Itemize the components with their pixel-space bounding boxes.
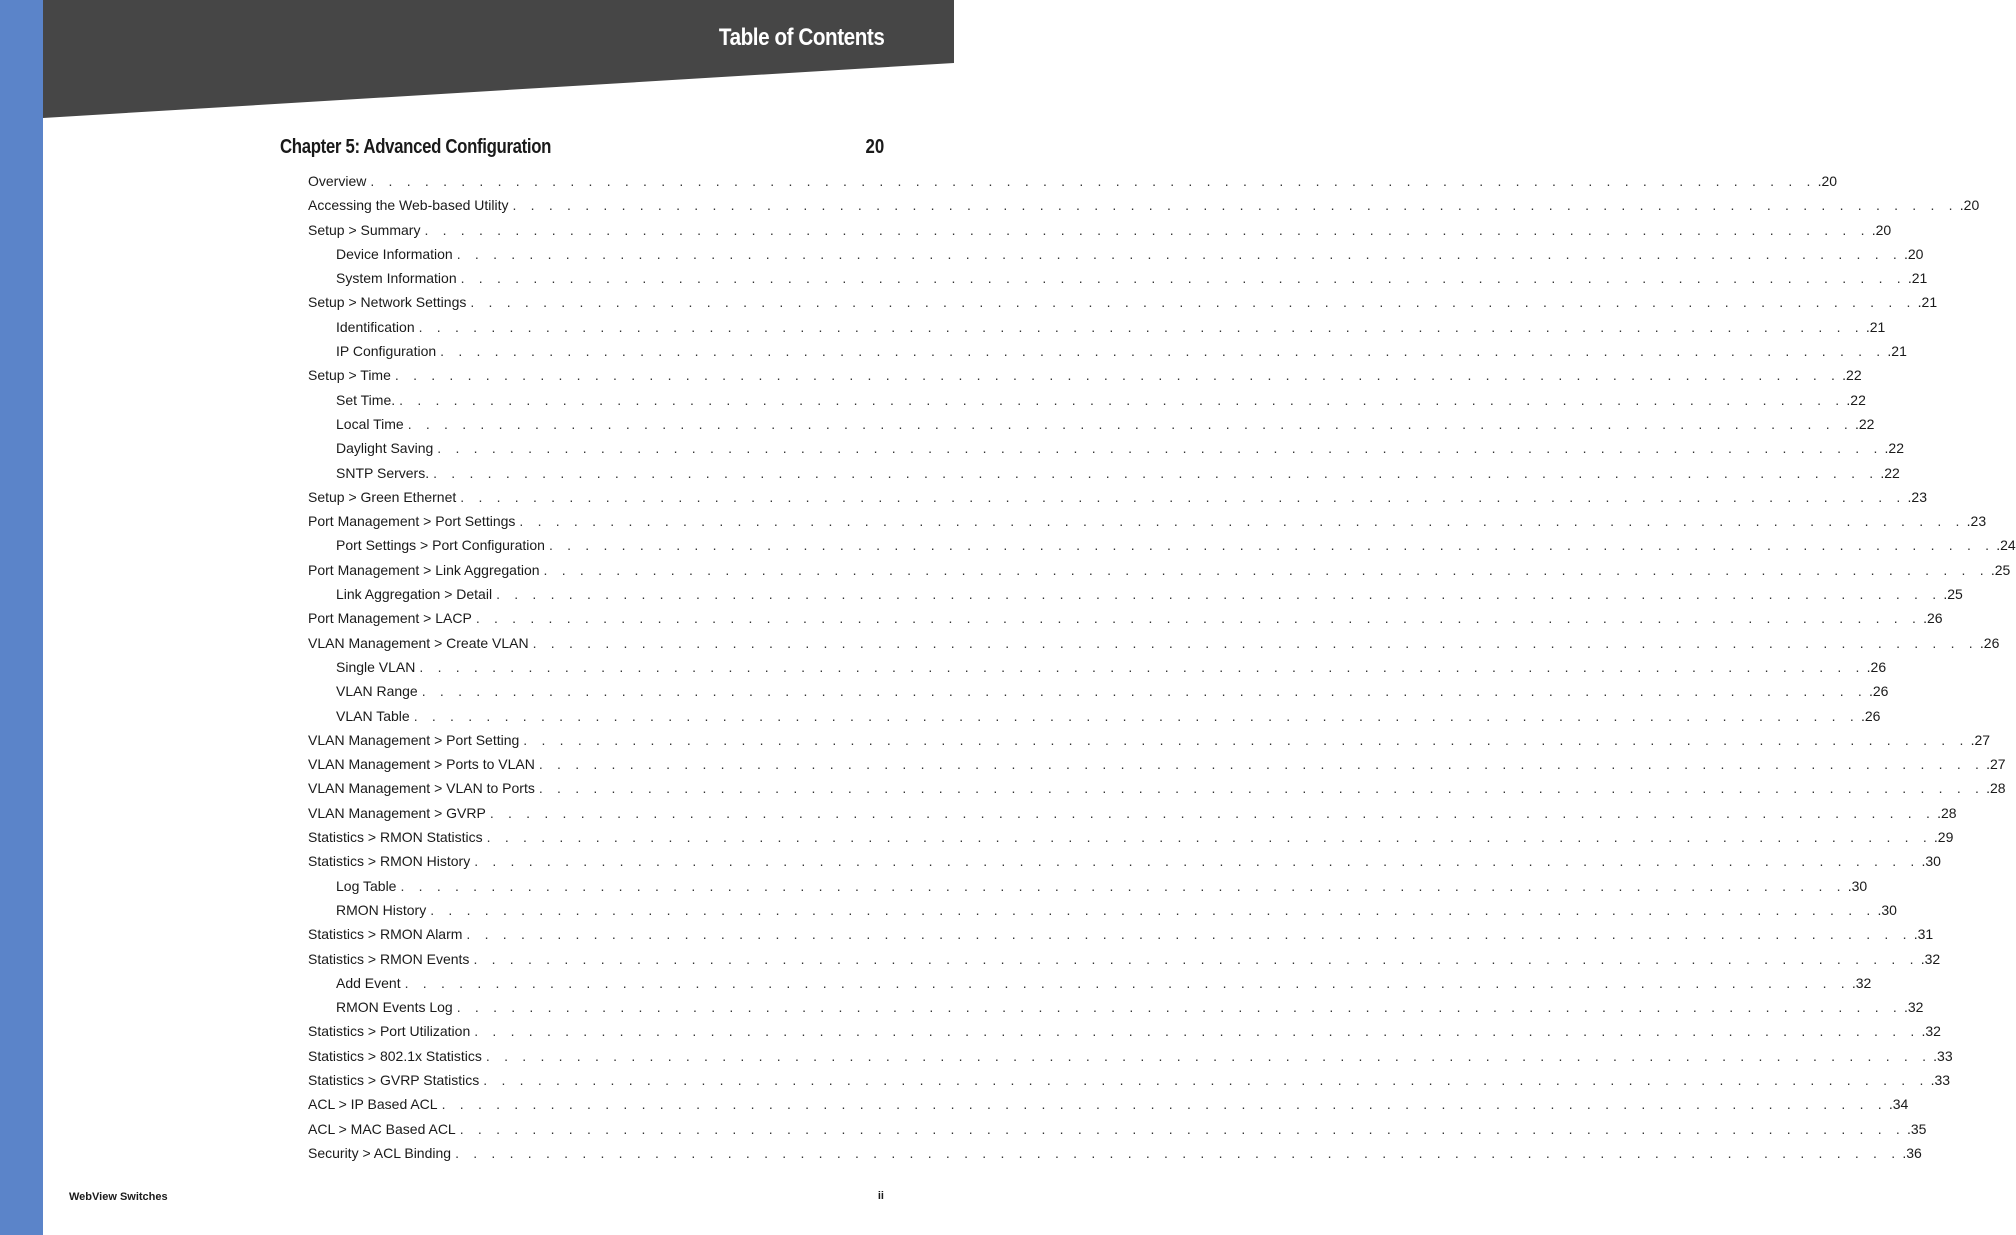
dot-leader: . . . . . . . . . . . . . . . . . . . . . . . . . . . . . . . . . . . . . . . . . . . . . . . . . . . . . . . . . . . . . . . . . . . . . . . . . . . . . . . . [430,901,1876,918]
toc-entry-page: .34 [1888,1096,1909,1113]
dot-leader: . . . . . . . . . . . . . . . . . . . . . . . . . . . . . . . . . . . . . . . . . . . . . . . . . . . . . . . . . . . . . . . . . . . . . . . . . . . . . . . . [456,999,1902,1016]
toc-entry[interactable] [308,1019,1941,1043]
dot-leader: . . . . . . . . . . . . . . . . . . . . . . . . . . . . . . . . . . . . . . . . . . . . . . . . . . . . . . . . . . . . . . . . . . . . . . . . . . . . . . . . [512,197,1958,214]
toc-entry-label: VLAN Management > Create VLAN [308,634,529,651]
dot-leader: . . . . . . . . . . . . . . . . . . . . . . . . . . . . . . . . . . . . . . . . . . . . . . . . . . . . . . . . . . . . . . . . . . . . . . . . . . . . . . . . [470,294,1916,311]
toc-entry-page: .26 [1860,707,1881,724]
toc-entry-page: .20 [1871,221,1892,238]
dot-leader: . . . . . . . . . . . . . . . . . . . . . . . . . . . . . . . . . . . . . . . . . . . . . . . . . . . . . . . . . . . . . . . . . . . . . . . . . . . . . . . . [399,391,1845,408]
toc-entry-label: Identification [336,318,415,335]
dot-leader: . . . . . . . . . . . . . . . . . . . . . . . . . . . . . . . . . . . . . . . . . . . . . . . . . . . . . . . . . . . . . . . . . . . . . . . . . . . . . . . . [543,561,1989,578]
toc-entry-page: .27 [1970,731,1991,748]
toc-entry-label: Port Management > Port Settings [308,513,516,530]
toc-entry[interactable] [308,995,1924,1019]
toc-entry-page: .31 [1913,926,1934,943]
toc-entry-page: .30 [1847,877,1868,894]
toc-entry-label: Statistics > GVRP Statistics [308,1071,480,1088]
toc-entry-page: .30 [1877,901,1897,918]
toc-entry[interactable] [308,242,1924,266]
toc-entry[interactable] [308,679,1889,703]
toc-entry[interactable] [308,1141,1922,1165]
toc-entry-page: .20 [1903,245,1924,262]
toc-entry[interactable] [308,169,1838,193]
dot-leader: . . . . . . . . . . . . . . . . . . . . . . . . . . . . . . . . . . . . . . . . . . . . . . . . . . . . . . . . . . . . . . . . . . . . . . . . . . . . . . . . [437,440,1883,457]
toc-entry[interactable] [308,655,1887,679]
toc-entry[interactable] [308,801,1957,825]
toc-entry-label: Set Time. [336,391,396,408]
toc-entry-page: .26 [1979,634,2000,651]
toc-entry[interactable] [308,558,2011,582]
toc-entry[interactable] [308,412,1875,436]
toc-entry-page: .24 [1996,537,2016,554]
toc-entry-page: .26 [1923,610,1943,627]
dot-leader: . . . . . . . . . . . . . . . . . . . . . . . . . . . . . . . . . . . . . . . . . . . . . . . . . . . . . . . . . . . . . . . . . . . . . . . . . . . . . . . . [460,488,1906,505]
toc-entry-label: Security > ACL Binding [308,1144,452,1161]
toc-entry[interactable] [308,606,1943,630]
toc-entry[interactable] [308,776,2006,800]
footer-product-name: WebView Switches [69,1191,168,1203]
toc-entry-page: .36 [1902,1144,1922,1161]
dot-leader: . . . . . . . . . . . . . . . . . . . . . . . . . . . . . . . . . . . . . . . . . . . . . . . . . . . . . . . . . . . . . . . . . . . . . . . . . . . . . . . . [548,537,1995,554]
dot-leader: . . . . . . . . . . . . . . . . . . . . . . . . . . . . . . . . . . . . . . . . . . . . . . . . . . . . . . . . . . . . . . . . . . . . . . . . . . . . . . . . [394,367,1841,384]
toc-entry-page: .20 [1959,197,1980,214]
toc-entry[interactable] [308,898,1897,922]
toc-entry[interactable] [308,218,1892,242]
toc-entry-label: Statistics > Port Utilization [308,1023,471,1040]
toc-entry-label: Setup > Summary [308,221,421,238]
chapter-heading[interactable] [280,136,884,162]
dot-leader: . . . . . . . . . . . . . . . . . . . . . . . . . . . . . . . . . . . . . . . . . . . . . . . . . . . . . . . . . . . . . . . . . . . . . . . . . . . . . . . . [496,586,1942,603]
dot-leader: . . . . . . . . . . . . . . . . . . . . . . . . . . . . . . . . . . . . . . . . . . . . . . . . . . . . . . . . . . . . . . . . . . . . . . . . . . . . . . . . [419,658,1865,675]
dot-leader: . . . . . . . . . . . . . . . . . . . . . . . . . . . . . . . . . . . . . . . . . . . . . . . . . . . . . . . . . . . . . . . . . . . . . . . . . . . . . . . . [456,245,1902,262]
toc-entry-label: VLAN Management > Port Setting [308,731,520,748]
toc-entry-page: .20 [1817,173,1838,189]
toc-entry[interactable] [308,825,1954,849]
dot-leader: . . . . . . . . . . . . . . . . . . . . . . . . . . . . . . . . . . . . . . . . . . . . . . . . . . . . . . . . . . . . . . . . . . . . . . . . . . . . . . . . [538,780,1985,797]
toc-entry-label: Log Table [336,877,397,894]
footer-page-number: ii [877,1190,884,1202]
toc-entry[interactable] [308,874,1868,898]
dot-leader: . . . . . . . . . . . . . . . . . . . . . . . . . . . . . . . . . . . . . . . . . . . . . . . . . . . . . . . . . . . . . . . . . . . . . . . . . . . . . . . . [473,950,1919,967]
toc-entry[interactable] [308,339,1907,363]
dot-leader: . . . . . . . . . . . . . . . . . . . . . . . . . . . . . . . . . . . . . . . . . . . . . . . . . . . . . . . . . . . . . . . . . . . . . . . . . . . . . . . . [441,1096,1887,1113]
toc-entry-label: Port Settings > Port Configuration [336,537,545,554]
toc-entry-label: ACL > IP Based ACL [308,1096,438,1113]
toc-entry-label: ACL > MAC Based ACL [308,1120,456,1137]
toc-entry-label: Statistics > RMON Events [308,950,470,967]
toc-entry-label: Setup > Network Settings [308,294,467,311]
dot-leader: . . . . . . . . . . . . . . . . . . . . . . . . . . . . . . . . . . . . . . . . . . . . . . . . . . . . . . . . . . . . . . . . . . . . . . . . . . . . . . . . [421,683,1867,700]
toc-entry-page: .33 [1930,1071,1951,1088]
toc-entry[interactable] [308,363,1862,387]
chapter-title: Chapter 5: Advanced Configuration [280,136,552,158]
toc-entry-page: .26 [1868,683,1889,700]
toc-entry-label: SNTP Servers. [336,464,430,481]
toc-entry-page: .25 [1990,561,2011,578]
toc-entry-label: Overview [308,173,367,189]
toc-entry[interactable] [308,509,1987,533]
dot-leader: . . . . . . . . . . . . . . . . . . . . . . . . . . . . . . . . . . . . . . . . . . . . . . . . . . . . . . . . . . . . . . . . . . . . . . . . . . . . . . . . [489,804,1936,821]
toc-entry[interactable] [308,193,1980,217]
toc-entry-label: Local Time [336,415,404,432]
toc-entry-label: VLAN Range [336,683,418,700]
dot-leader: . . . . . . . . . . . . . . . . . . . . . . . . . . . . . . . . . . . . . . . . . . . . . . . . . . . . . . . . . . . . . . . . . . . . . . . . . . . . . . . . [475,610,1922,627]
dot-leader: . . . . . . . . . . . . . . . . . . . . . . . . . . . . . . . . . . . . . . . . . . . . . . . . . . . . . . . . . . . . . . . . . . . . . . . . . . . . . . . . [455,1144,1901,1161]
toc-entry-label: Link Aggregation > Detail [336,586,493,603]
dot-leader: . . . . . . . . . . . . . . . . . . . . . . . . . . . . . . . . . . . . . . . . . . . . . . . . . . . . . . . . . . . . . . . . . . . . . . . . . . . . . . . . [460,270,1906,287]
toc-entry-page: .33 [1933,1047,1953,1064]
toc-entry-page: .28 [1986,780,2006,797]
dot-leader: . . . . . . . . . . . . . . . . . . . . . . . . . . . . . . . . . . . . . . . . . . . . . . . . . . . . . . . . . . . . . . . . . . . . . . . . . . . . . . . . [474,853,1920,870]
dot-leader: . . . . . . . . . . . . . . . . . . . . . . . . . . . . . . . . . . . . . . . . . . . . . . . . . . . . . . . . . . . . . . . . . . . . . . . . . . . . . . . . [440,343,1886,360]
dot-leader: . . . . . . . . . . . . . . . . . . . . . . . . . . . . . . . . . . . . . . . . . . . . . . . . . . . . . . . . . . . . . . . . . . . . . . . . . . . . . . . . [519,513,1965,530]
toc-entry-label: Statistics > RMON Alarm [308,926,463,943]
toc-entry[interactable] [308,1068,1951,1092]
toc-entry-page: .26 [1866,658,1887,675]
toc-entry[interactable] [308,922,1934,946]
toc-entry[interactable] [308,533,2016,557]
toc-entry-label: Daylight Saving [336,440,434,457]
dot-leader: . . . . . . . . . . . . . . . . . . . . . . . . . . . . . . . . . . . . . . . . . . . . . . . . . . . . . . . . . . . . . . . . . . . . . . . . . . . . . . . . [407,415,1853,432]
left-accent-bar [0,0,43,1235]
toc-entry-label: VLAN Management > VLAN to Ports [308,780,535,797]
toc-entry-page: .21 [1865,318,1886,335]
toc-entry[interactable] [308,315,1886,339]
toc-entry-label: RMON History [336,901,427,918]
toc-entry[interactable] [308,728,1991,752]
toc-entry[interactable] [308,849,1941,873]
page-title: Table of Contents [718,24,884,51]
dot-leader: . . . . . . . . . . . . . . . . . . . . . . . . . . . . . . . . . . . . . . . . . . . . . . . . . . . . . . . . . . . . . . . . . . . . . . . . . . . . . . . . [370,173,1816,189]
toc-entry[interactable] [308,485,1927,509]
toc-entry[interactable] [308,1092,1909,1116]
toc-entry-page: .25 [1943,586,1963,603]
toc-entry[interactable] [308,1117,1927,1141]
toc-entry-label: Device Information [336,245,453,262]
dot-leader: . . . . . . . . . . . . . . . . . . . . . . . . . . . . . . . . . . . . . . . . . . . . . . . . . . . . . . . . . . . . . . . . . . . . . . . . . . . . . . . . [523,731,1969,748]
toc-entry-label: Setup > Green Ethernet [308,488,457,505]
dot-leader: . . . . . . . . . . . . . . . . . . . . . . . . . . . . . . . . . . . . . . . . . . . . . . . . . . . . . . . . . . . . . . . . . . . . . . . . . . . . . . . . [459,1120,1905,1137]
toc-entry-page: .35 [1906,1120,1927,1137]
toc-entry-label: Statistics > 802.1x Statistics [308,1047,482,1064]
toc-entry-page: .32 [1903,999,1924,1016]
dot-leader: . . . . . . . . . . . . . . . . . . . . . . . . . . . . . . . . . . . . . . . . . . . . . . . . . . . . . . . . . . . . . . . . . . . . . . . . . . . . . . . . [466,926,1912,943]
toc-entry-label: Port Management > LACP [308,610,472,627]
toc-entry[interactable] [308,971,1872,995]
dot-leader: . . . . . . . . . . . . . . . . . . . . . . . . . . . . . . . . . . . . . . . . . . . . . . . . . . . . . . . . . . . . . . . . . . . . . . . . . . . . . . . . [538,756,1985,773]
toc-entry-page: .30 [1921,853,1941,870]
toc-list [308,169,2016,1165]
dot-leader: . . . . . . . . . . . . . . . . . . . . . . . . . . . . . . . . . . . . . . . . . . . . . . . . . . . . . . . . . . . . . . . . . . . . . . . . . . . . . . . . [486,829,1932,846]
toc-entry-page: .27 [1986,756,2006,773]
toc-entry-page: .32 [1920,950,1941,967]
toc-entry-page: .21 [1907,270,1928,287]
toc-entry-page: .22 [1884,440,1905,457]
toc-entry[interactable] [308,704,1881,728]
toc-entry[interactable] [308,388,1866,412]
dot-leader: . . . . . . . . . . . . . . . . . . . . . . . . . . . . . . . . . . . . . . . . . . . . . . . . . . . . . . . . . . . . . . . . . . . . . . . . . . . . . . . . [532,634,1978,651]
toc-entry[interactable] [308,461,1900,485]
chapter-page-number: 20 [865,136,884,158]
dot-leader: . . . . . . . . . . . . . . . . . . . . . . . . . . . . . . . . . . . . . . . . . . . . . . . . . . . . . . . . . . . . . . . . . . . . . . . . . . . . . . . . [483,1071,1929,1088]
toc-entry-page: .23 [1907,488,1927,505]
dot-leader: . . . . . . . . . . . . . . . . . . . . . . . . . . . . . . . . . . . . . . . . . . . . . . . . . . . . . . . . . . . . . . . . . . . . . . . . . . . . . . . . [474,1023,1920,1040]
toc-entry[interactable] [308,290,1938,314]
toc-entry-page: .22 [1842,367,1862,384]
dot-leader: . . . . . . . . . . . . . . . . . . . . . . . . . . . . . . . . . . . . . . . . . . . . . . . . . . . . . . . . . . . . . . . . . . . . . . . . . . . . . . . . [424,221,1870,238]
toc-entry-page: .32 [1851,974,1872,991]
toc-entry[interactable] [308,436,1905,460]
toc-entry-page: .22 [1846,391,1866,408]
toc-entry-page: .21 [1917,294,1938,311]
toc-entry-label: Add Event [336,974,401,991]
dot-leader: . . . . . . . . . . . . . . . . . . . . . . . . . . . . . . . . . . . . . . . . . . . . . . . . . . . . . . . . . . . . . . . . . . . . . . . . . . . . . . . . [413,707,1859,724]
toc-entry[interactable] [308,631,2000,655]
toc-entry-label: System Information [336,270,457,287]
toc-entry-page: .32 [1921,1023,1941,1040]
toc-entry-label: Statistics > RMON History [308,853,471,870]
toc-entry[interactable] [308,947,1941,971]
toc-entry[interactable] [308,266,1928,290]
toc-entry-label: Accessing the Web-based Utility [308,197,509,214]
toc-entry-label: VLAN Management > Ports to VLAN [308,756,535,773]
toc-entry-label: IP Configuration [336,343,437,360]
toc-entry-label: Setup > Time [308,367,391,384]
header-band-shape [43,0,954,118]
toc-entry-label: Port Management > Link Aggregation [308,561,540,578]
toc-entry-label: VLAN Management > GVRP [308,804,486,821]
toc-entry[interactable] [308,1044,1953,1068]
toc-entry-label: VLAN Table [336,707,410,724]
dot-leader: . . . . . . . . . . . . . . . . . . . . . . . . . . . . . . . . . . . . . . . . . . . . . . . . . . . . . . . . . . . . . . . . . . . . . . . . . . . . . . . . [485,1047,1932,1064]
header-band [43,0,954,120]
toc-entry-page: .22 [1880,464,1900,481]
dot-leader: . . . . . . . . . . . . . . . . . . . . . . . . . . . . . . . . . . . . . . . . . . . . . . . . . . . . . . . . . . . . . . . . . . . . . . . . . . . . . . . . [418,318,1864,335]
toc-entry[interactable] [308,582,1963,606]
toc-entry-page: .23 [1966,513,1987,530]
toc-entry-label: Statistics > RMON Statistics [308,829,483,846]
toc-entry[interactable] [308,752,2006,776]
toc-entry-label: RMON Events Log [336,999,453,1016]
toc-entry-label: Single VLAN [336,658,416,675]
toc-entry-page: .21 [1887,343,1907,360]
toc-entry-page: .29 [1933,829,1954,846]
dot-leader: . . . . . . . . . . . . . . . . . . . . . . . . . . . . . . . . . . . . . . . . . . . . . . . . . . . . . . . . . . . . . . . . . . . . . . . . . . . . . . . . [404,974,1850,991]
toc-entry-page: .28 [1937,804,1957,821]
dot-leader: . . . . . . . . . . . . . . . . . . . . . . . . . . . . . . . . . . . . . . . . . . . . . . . . . . . . . . . . . . . . . . . . . . . . . . . . . . . . . . . . [400,877,1846,894]
toc-entry-page: .22 [1854,415,1875,432]
dot-leader: . . . . . . . . . . . . . . . . . . . . . . . . . . . . . . . . . . . . . . . . . . . . . . . . . . . . . . . . . . . . . . . . . . . . . . . . . . . . . . . . [433,464,1879,481]
